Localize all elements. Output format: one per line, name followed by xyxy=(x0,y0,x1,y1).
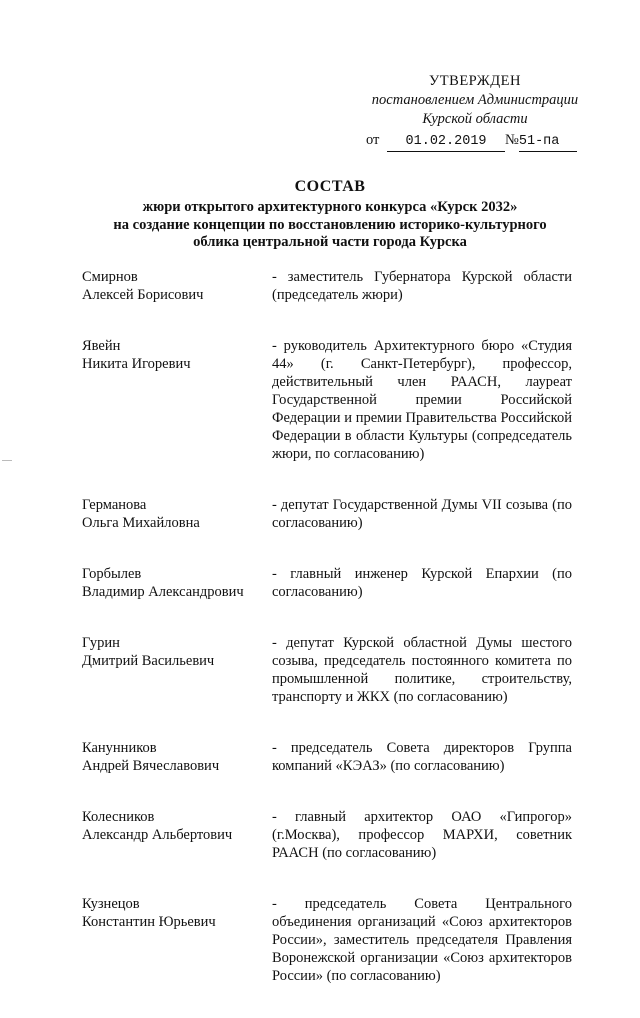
member-name xyxy=(82,337,272,463)
member-surname: Гурин xyxy=(82,635,120,651)
approval-line-2: Курской области xyxy=(422,111,528,127)
member-description: - председатель Совета директоров Группа компаний «КЭАЗ» (по согласованию) xyxy=(272,740,572,774)
member-given-name: Дмитрий Васильевич xyxy=(82,653,215,669)
member-surname: Колесников xyxy=(82,809,155,825)
approval-line-1: постановлением Администрации xyxy=(371,92,579,108)
title-heading: СОСТАВ xyxy=(294,178,366,195)
member-description: - депутат Государственной Думы VII созыва (по согласованию) xyxy=(272,497,572,531)
approval-date: 01.02.2019 xyxy=(387,132,505,152)
member-given-name: Андрей Вячеславович xyxy=(82,758,220,774)
margin-mark xyxy=(2,460,12,461)
member-surname: Явейн xyxy=(82,338,121,354)
member-given-name: Никита Игоревич xyxy=(82,356,191,372)
title-line-3: облика центральной части города Курска xyxy=(193,234,467,250)
approval-date-number-line xyxy=(360,131,590,152)
title-line-1: жюри открытого архитектурного конкурса «Курск 2032» xyxy=(142,199,518,215)
member-description: - заместитель Губернатора Курской области (председатель жюри) xyxy=(272,269,572,303)
member-name xyxy=(82,496,272,532)
member-description: - главный архитектор ОАО «Гипрогор» (г.Москва), профессор МАРХИ, советник РААСН (по согласованию) xyxy=(272,809,572,861)
member-surname: Горбылев xyxy=(82,566,142,582)
member-given-name: Константин Юрьевич xyxy=(82,914,216,930)
member-name xyxy=(82,565,272,601)
jury-member xyxy=(82,895,572,985)
member-surname: Канунников xyxy=(82,740,157,756)
member-name xyxy=(82,268,272,304)
title-line-2: на создание концепции по восстановлению историко-культурного xyxy=(113,216,547,233)
approval-date-prefix: от xyxy=(366,132,380,148)
jury-member xyxy=(82,496,572,532)
jury-member xyxy=(82,739,572,775)
member-description: - руководитель Архитектурного бюро «Студия 44» (г. Санкт-Петербург), профессор, действительный член РААСН, лауреат Государственной премии Российской Федерации и премии Правительства Российской Федерации в области Культуры (сопредседатель жюри, по согласованию) xyxy=(272,338,572,462)
member-name xyxy=(82,739,272,775)
jury-member xyxy=(82,808,572,862)
member-description: - главный инженер Курской Епархии (по согласованию) xyxy=(272,566,572,600)
member-name xyxy=(82,808,272,862)
approval-number: 51-па xyxy=(519,132,577,152)
member-name xyxy=(82,634,272,706)
member-surname: Кузнецов xyxy=(82,896,140,912)
approval-number-label: № xyxy=(505,132,519,148)
jury-member xyxy=(82,634,572,706)
approval-heading: УТВЕРЖДЕН xyxy=(429,73,521,89)
member-description: - председатель Совета Центрального объединения организаций «Союз архитекторов России», заместитель председателя Правления Воронежской организации «Союз архитекторов России» (по согласованию) xyxy=(272,896,572,984)
member-surname: Смирнов xyxy=(82,269,138,285)
member-given-name: Владимир Александрович xyxy=(82,584,244,600)
jury-member xyxy=(82,565,572,601)
member-given-name: Ольга Михайловна xyxy=(82,515,200,531)
approval-stamp xyxy=(360,72,590,152)
member-description: - депутат Курской областной Думы шестого созыва, председатель постоянного комитета по промышленной политике, строительству, транспорту и ЖКХ (по согласованию) xyxy=(272,635,572,705)
member-given-name: Алексей Борисович xyxy=(82,287,204,303)
member-name xyxy=(82,895,272,985)
member-surname: Германова xyxy=(82,497,147,513)
jury-member-list xyxy=(82,268,572,1018)
jury-member xyxy=(82,268,572,304)
member-given-name: Александр Альбертович xyxy=(82,827,233,843)
jury-member xyxy=(82,337,572,463)
document-title xyxy=(40,178,620,252)
